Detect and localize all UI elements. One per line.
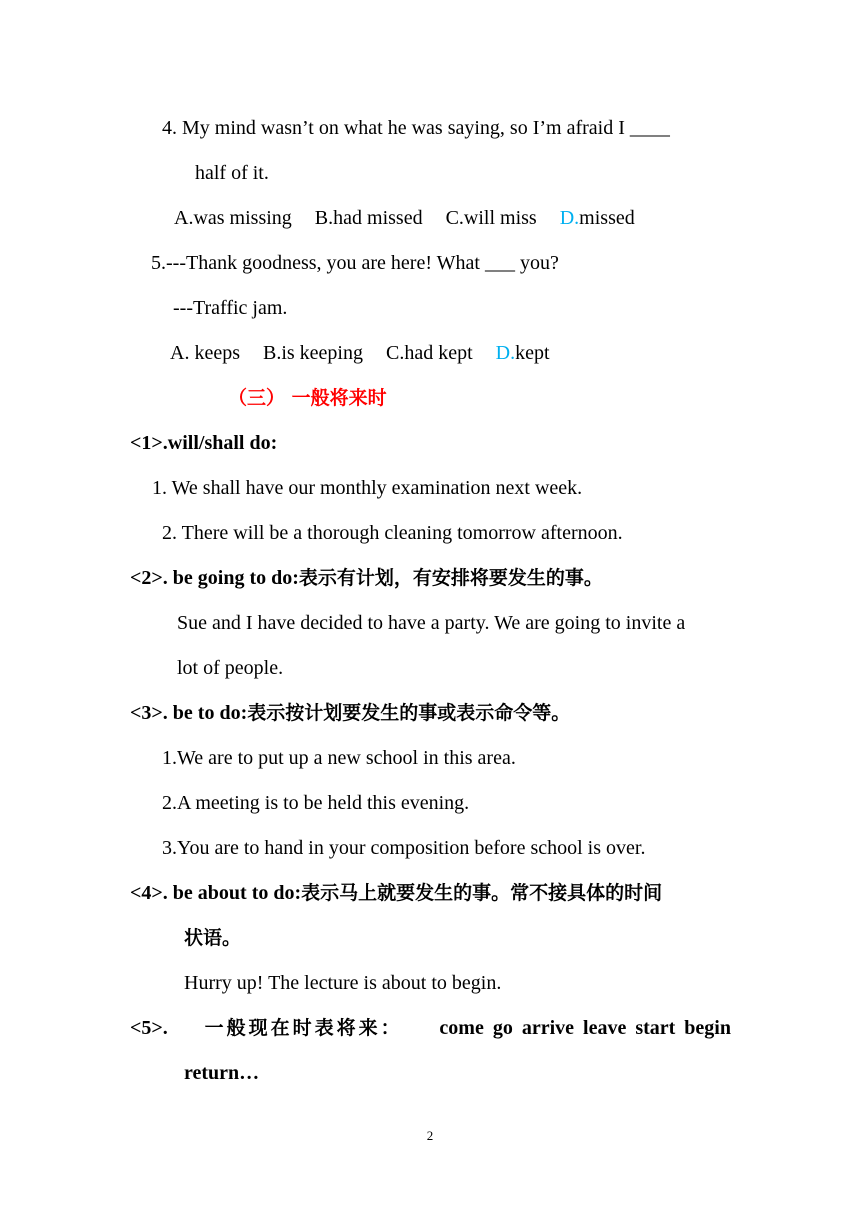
s5-heading-line	[130, 1016, 731, 1040]
s5-description: 一般现在时表将来：	[204, 1017, 403, 1039]
s4-heading: <4>. be about to do:	[130, 882, 302, 904]
q5-option-d-text: kept	[515, 342, 550, 364]
s4-description-continuation: 状语。	[184, 927, 242, 949]
s5-verbs-continuation: return…	[184, 1062, 260, 1084]
s2-example-line-2: lot of people.	[177, 657, 284, 679]
q4-option-b: B.had missed	[314, 207, 423, 229]
s3-heading-line	[130, 701, 570, 725]
q5-option-d	[496, 342, 550, 364]
s1-heading: <1>.will/shall do:	[130, 432, 278, 454]
s3-example-1: 1.We are to put up a new school in this area.	[162, 747, 516, 769]
q4-option-d-text: missed	[579, 207, 635, 229]
q4-options	[174, 206, 635, 230]
q4-answer-letter: D.	[559, 207, 580, 229]
q4-stem-continuation: half of it.	[195, 162, 269, 184]
q4-option-d	[560, 207, 635, 229]
q5-reply: ---Traffic jam.	[173, 297, 288, 319]
s4-example: Hurry up! The lecture is about to begin.	[184, 972, 502, 994]
page-number: 2	[426, 1128, 434, 1143]
section-heading: （三） 一般将来时	[228, 387, 387, 409]
q5-answer-letter: D.	[495, 342, 516, 364]
q5-options	[170, 341, 550, 365]
s1-example-1: 1. We shall have our monthly examination next week.	[152, 477, 583, 499]
q5-stem: 5.---Thank goodness, you are here! What ___ you?	[151, 252, 559, 274]
s2-heading: <2>. be going to do:	[130, 567, 299, 589]
q5-option-b: B.is keeping	[262, 342, 363, 364]
s5-heading: <5>.	[130, 1017, 168, 1039]
s5-verbs: come go arrive leave start begin	[439, 1017, 731, 1039]
s3-example-2: 2.A meeting is to be held this evening.	[162, 792, 470, 814]
s3-heading: <3>. be to do:	[130, 702, 248, 724]
q4-option-c: C.will miss	[445, 207, 537, 229]
s4-heading-line	[130, 881, 662, 905]
s3-example-3: 3.You are to hand in your composition before school is over.	[162, 837, 646, 859]
s1-example-2: 2. There will be a thorough cleaning tomorrow afternoon.	[162, 522, 623, 544]
s2-example-line-1: Sue and I have decided to have a party. We are going to invite a	[177, 612, 686, 634]
s3-description: 表示按计划要发生的事或表示命令等。	[247, 702, 571, 724]
s4-description: 表示马上就要发生的事。常不接具体的时间	[301, 882, 663, 904]
s2-heading-line	[130, 566, 603, 590]
s2-description: 表示有计划，有安排将要发生的事。	[298, 567, 603, 589]
q5-option-c: C.had kept	[385, 342, 473, 364]
q4-option-a: A.was missing	[174, 207, 292, 229]
q4-stem: 4. My mind wasn’t on what he was saying, so I’m afraid I ____	[162, 117, 670, 139]
q5-option-a: A. keeps	[170, 342, 240, 364]
